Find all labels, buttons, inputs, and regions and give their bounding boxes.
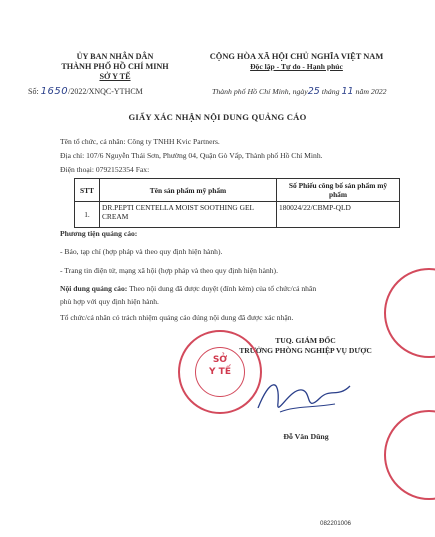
document-title: GIẤY XÁC NHẬN NỘI DUNG QUẢNG CÁO — [128, 112, 307, 122]
issuer-header — [40, 52, 190, 82]
footer-code: 082201006 — [320, 520, 351, 527]
org-address: Địa chỉ: 107/6 Nguyễn Thái Sơn, Phường 04, Quận Gò Vấp, Thành phố Hồ Chí Minh. — [60, 151, 323, 160]
date-text-mid: tháng — [321, 87, 340, 96]
header-product-name: Tên sản phẩm mỹ phẩm — [100, 179, 277, 202]
signature-line-1: TUQ. GIÁM ĐỐC — [275, 336, 336, 345]
national-motto: Độc lập - Tự do - Hạnh phúc — [250, 62, 343, 71]
national-header — [184, 52, 409, 72]
content-label: Nội dung quảng cáo: — [60, 284, 128, 293]
table-header-row — [75, 179, 400, 202]
doc-number-prefix: Số: — [28, 87, 39, 96]
date-text-pre: Thành phố Hồ Chí Minh, ngày — [212, 87, 308, 96]
cell-declaration-number: 180024/22/CBMP-QLD — [277, 202, 400, 228]
date-day: 25 — [307, 86, 320, 97]
issuer-line-3: SỞ Y TẾ — [99, 72, 131, 81]
stamp-text-line-1: SỞ — [212, 355, 228, 365]
document-date — [212, 86, 387, 97]
signer-name: Đỗ Văn Dũng — [283, 432, 329, 441]
date-month: 11 — [341, 86, 354, 97]
doc-number-suffix: /2022/XNQC-YTHCM — [68, 87, 143, 96]
content-line-2: phù hợp với quy định hiện hành. — [60, 297, 159, 306]
media-item-2: - Trang tin điện tử, mạng xã hội (hợp pháp và theo quy định hiện hành). — [60, 266, 278, 275]
doc-number-handwritten: 1650 — [40, 86, 69, 97]
content-line-1 — [60, 284, 316, 293]
issuer-line-2: THÀNH PHỐ HỒ CHÍ MINH — [61, 62, 169, 71]
stamp-text-line-2: Y TẾ — [209, 367, 231, 377]
responsibility-line: Tổ chức/cá nhân có trách nhiệm quảng cáo đúng nội dung đã được xác nhận. — [60, 313, 294, 322]
date-text-post: năm 2022 — [355, 87, 387, 96]
document-number — [28, 86, 143, 97]
table-row — [75, 202, 400, 228]
media-heading: Phương tiện quảng cáo: — [60, 229, 138, 238]
org-phone: Điện thoại: 0792152354 Fax: — [60, 165, 150, 174]
national-title: CỘNG HÒA XÃ HỘI CHỦ NGHĨA VIỆT NAM — [209, 52, 384, 61]
cell-stt: 1. — [75, 202, 100, 228]
content-text-1: Theo nội dung đã được duyệt (đính kèm) của tổ chức/cá nhân — [127, 284, 317, 293]
header-declaration-number: Số Phiếu công bố sản phẩm mỹ phẩm — [277, 179, 400, 202]
handwritten-signature — [250, 368, 360, 428]
issuer-line-1: ỦY BAN NHÂN DÂN — [76, 52, 154, 61]
side-stamp-bottom — [384, 410, 435, 500]
signature-line-2: TRƯỞNG PHÒNG NGHIỆP VỤ DƯỢC — [239, 346, 372, 355]
header-stt: STT — [75, 179, 100, 202]
org-name: Tên tổ chức, cá nhân: Công ty TNHH Kvic Partners. — [60, 137, 220, 146]
product-table — [74, 178, 400, 228]
media-item-1: - Báo, tạp chí (hợp pháp và theo quy định hiện hành). — [60, 247, 223, 256]
cell-product-name: DR.PEPTI CENTELLA MOIST SOOTHING GEL CREAM — [100, 202, 277, 228]
stamp-text — [180, 354, 260, 378]
